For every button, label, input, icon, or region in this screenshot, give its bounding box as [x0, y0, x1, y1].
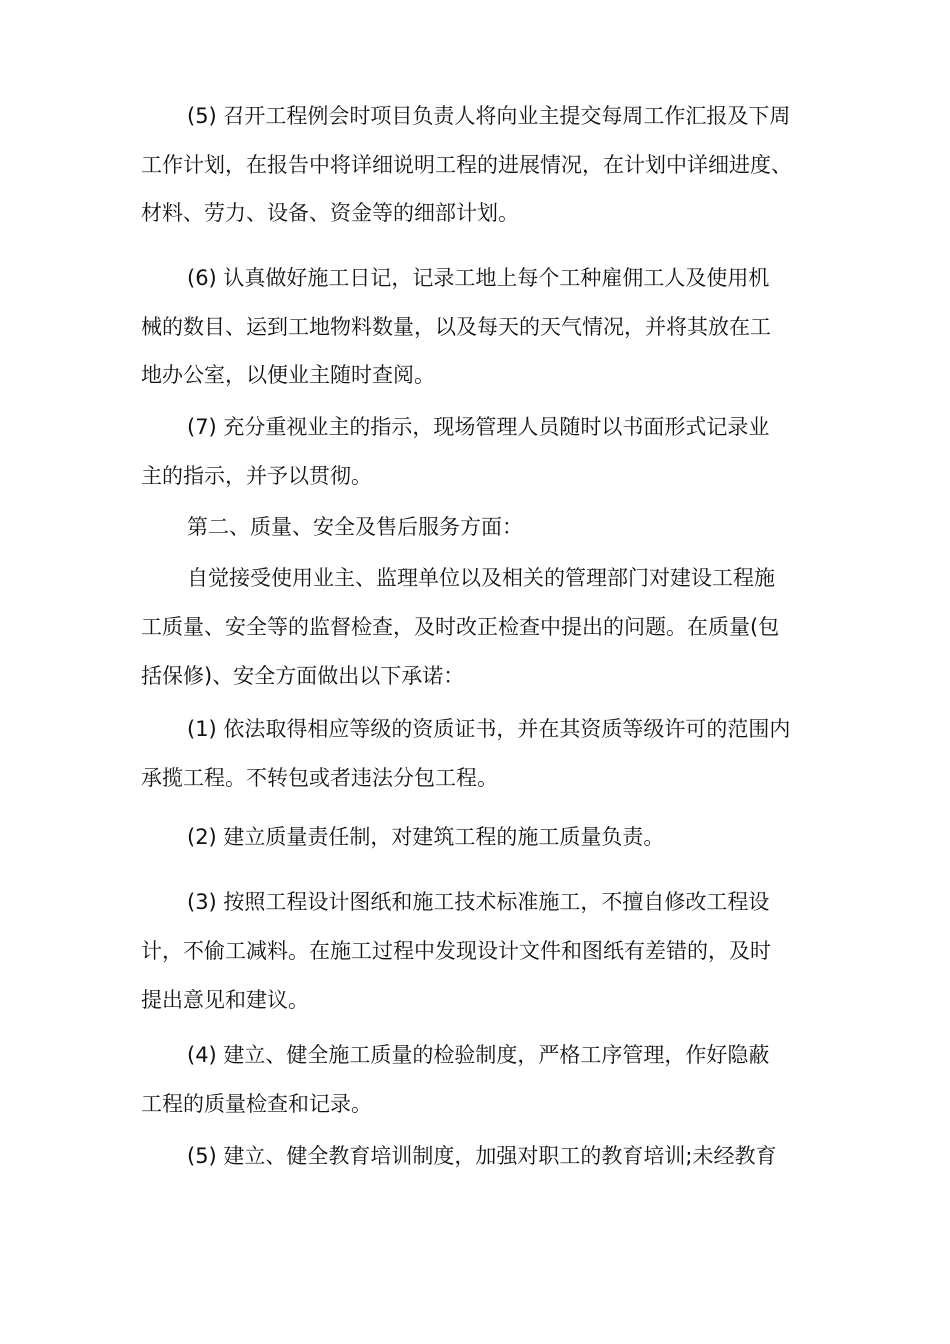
- item-4-line-1: (4) 建立、健全施工质量的检验制度，严格工序管理，作好隐蔽: [187, 1043, 770, 1067]
- item-3-line-2: 计，不偷工减料。在施工过程中发现设计文件和图纸有差错的，及时: [141, 939, 771, 963]
- paragraph-3-line-1: (7) 充分重视业主的指示，现场管理人员随时以书面形式记录业: [187, 415, 770, 439]
- paragraph-5-line-1: 自觉接受使用业主、监理单位以及相关的管理部门对建设工程施: [187, 566, 775, 590]
- item-3-line-3: 提出意见和建议。: [141, 988, 309, 1012]
- section-heading: 第二、质量、安全及售后服务方面：: [187, 515, 523, 539]
- paragraph-5-line-3: 括保修)、安全方面做出以下承诺：: [141, 664, 465, 688]
- paragraph-1-line-2: 工作计划，在报告中将详细说明工程的进展情况，在计划中详细进度、: [141, 153, 792, 177]
- paragraph-1-line-1: (5) 召开工程例会时项目负责人将向业主提交每周工作汇报及下周: [187, 104, 791, 128]
- item-3-line-1: (3) 按照工程设计图纸和施工技术标准施工，不擅自修改工程设: [187, 890, 770, 914]
- item-5-line-1: (5) 建立、健全教育培训制度，加强对职工的教育培训;未经教育: [187, 1144, 777, 1168]
- paragraph-2-line-1: (6) 认真做好施工日记，记录工地上每个工种雇佣工人及使用机: [187, 266, 770, 290]
- paragraph-2-line-3: 地办公室，以便业主随时查阅。: [141, 363, 435, 387]
- item-1-line-2: 承揽工程。不转包或者违法分包工程。: [141, 766, 498, 790]
- item-4-line-2: 工程的质量检查和记录。: [141, 1092, 372, 1116]
- item-2-line-1: (2) 建立质量责任制，对建筑工程的施工质量负责。: [187, 825, 665, 849]
- paragraph-5-line-2: 工质量、安全等的监督检查，及时改正检查中提出的问题。在质量(包: [141, 615, 780, 639]
- item-1-line-1: (1) 依法取得相应等级的资质证书，并在其资质等级许可的范围内: [187, 717, 791, 741]
- paragraph-3-line-2: 主的指示，并予以贯彻。: [141, 464, 372, 488]
- paragraph-1-line-3: 材料、劳力、设备、资金等的细部计划。: [141, 201, 519, 225]
- paragraph-2-line-2: 械的数目、运到工地物料数量，以及每天的天气情况，并将其放在工: [141, 315, 771, 339]
